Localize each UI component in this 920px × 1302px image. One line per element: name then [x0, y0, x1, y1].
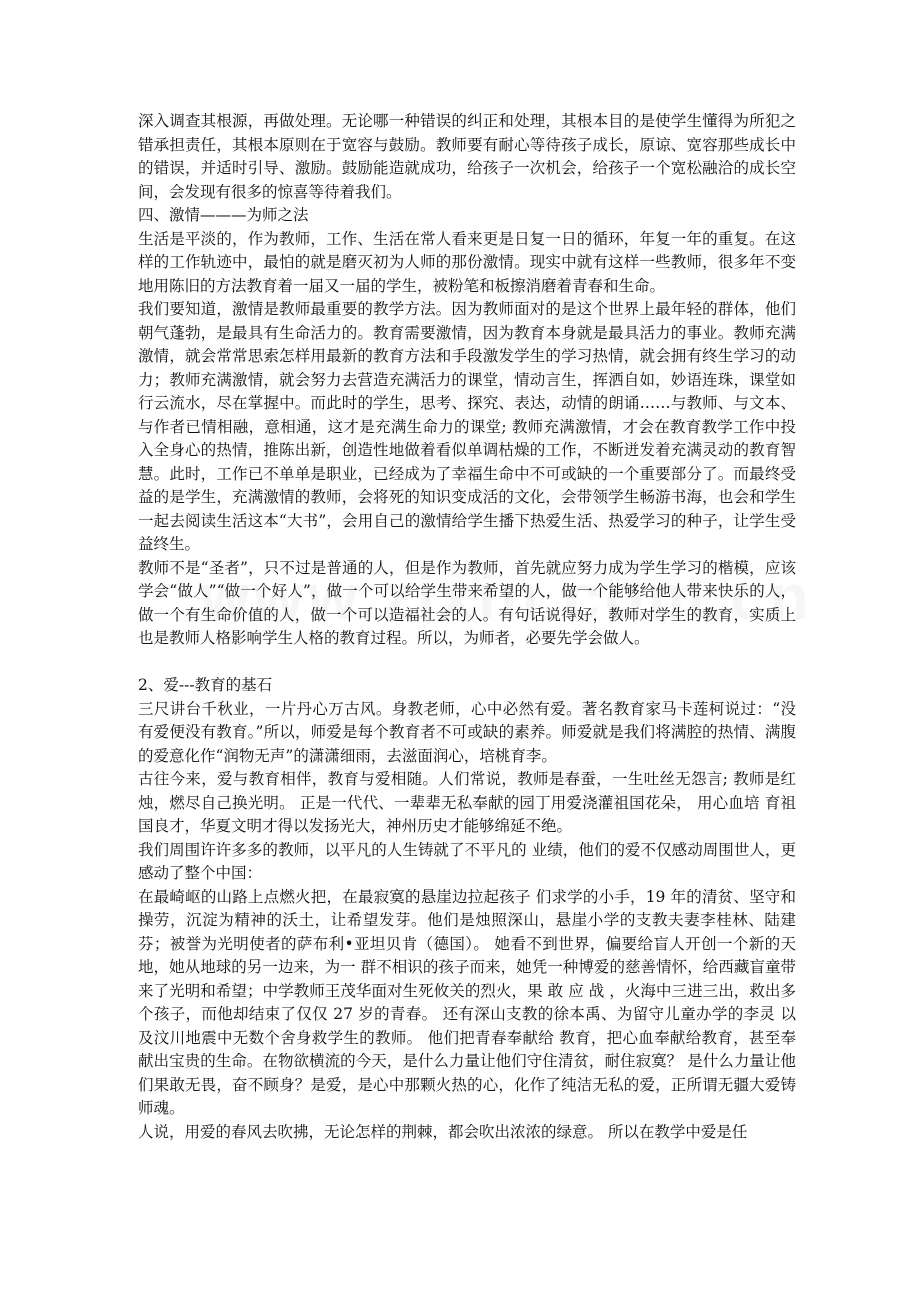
section-heading-love: 2、爱---教育的基石 [138, 676, 273, 694]
paragraph-plain-life: 生活是平淡的，作为教师，工作、生活在常人看来更是日复一日的循环，年复一年的重复。在这样的工作轨迹中，最怕的就是磨灭初为人师的那份激情。现实中就有这样一些教师，很多年不变地用陈旧的方法教育着一届又一届的学生，被粉笔和板擦消磨着青春和生命。 [138, 229, 796, 295]
paragraph-spring-wind: 人说，用爱的春风去吹拂，无论怎样的荆棘，都会吹出浓浓的绿意。 所以在教学中爱是任 [138, 1122, 748, 1141]
paragraph-error-handling: 深入调查其根源，再做处理。无论哪一种错误的纠正和处理，其根本目的是使学生懂得为所犯之错承担责任，其根本原则在于宽容与鼓励。教师要有耐心等待孩子成长，原谅、宽容那些成长中的错误，并适时引导、激励。鼓励能造就成功，给孩子一次机会，给孩子一个宽松融洽的成长空间，会发现有很多的惊喜等待着我们。 [138, 112, 796, 201]
paragraph-spacer [138, 651, 796, 675]
paragraph-love-education: 古往今来，爱与教育相伴，教育与爱相随。人们常说，教师是春蚕，一生吐丝无怨言; 教师是红烛，燃尽自己换光明。 正是一代代、一辈辈无私奉献的园丁用爱浇灌祖国花朵， 用心血培 育祖国良才，华夏文明才得以发扬光大，神州历史才能够绵延不绝。 [138, 770, 796, 835]
section-heading-passion: 四、激情———为师之法 [138, 206, 309, 224]
paragraph-teacher-love: 三尺讲台千秋业，一片丹心万古风。身教老师，心中必然有爱。著名教育家马卡莲柯说过：“没有爱便没有教育。”所以，师爱是每个教育者不可或缺的素养。师爱就是我们将满腔的热情、满腹的爱意化作“润物无声”的潇潇细雨，去滋面润心，培桃育李。 [138, 699, 796, 765]
paragraph-teacher-examples: 在最崎岖的山路上点燃火把，在最寂寞的悬崖边拉起孩子 们求学的小手，19 年的清贫、坚守和操劳，沉淀为精神的沃土，让希望发芽。他们是烛照深山，悬崖小学的支教夫妻李桂林、陆建芬；被誉为光明使者的萨布利•亚坦贝肯（德国）。 她看不到世界，偏要给盲人开创一个新的天地，她从地球的另一边来，为一 群不相识的孩子而来，她凭一种博爱的慈善情怀，给西藏盲童带来了光明和希望；中学教师王茂华面对生死攸关的烈火，果 敢 应 战 ，火海中三进三出，救出多个孩子，而他却结束了仅仅 27 岁的青春。 还有深山支教的徐本禹、为留守儿童办学的李灵 以及汶川地震中无数个舍身救学生的教师。 他们把青春奉献给 教育，把心血奉献给教育，甚至奉献出宝贵的生命。在物欲横流的今天，是什么力量让他们守住清贫，耐住寂寞？ 是什么力量让他们果敢无畏，奋不顾身？是爱，是心中那颗火热的心，化作了纯洁无私的爱，正所谓无疆大爱铸师魂。 [138, 887, 796, 1117]
paragraph-teacher-role-model: 教师不是“圣者”，只不过是普通的人，但是作为教师，首先就应努力成为学生学习的楷模，应该学会“做人”“做一个好人”，做一个可以给学生带来希望的人，做一个能够给他人带来快乐的人，做一个有生命价值的人，做一个可以造福社会的人。有句话说得好，教师对学生的教育，实质上也是教师人格影响学生人格的教育过程。所以，为师者，必要先学会做人。 [138, 558, 796, 647]
paragraph-ordinary-teachers: 我们周围许许多多的教师，以平凡的人生铸就了不平凡的 业绩，他们的爱不仅感动周围世人，更感动了整个中国： [138, 840, 796, 882]
document-body [138, 110, 796, 1144]
paragraph-passion-method: 我们要知道，激情是教师最重要的教学方法。因为教师面对的是这个世界上最年轻的群体，他们朝气蓬勃，是最具有生命活力的。教育需要激情，因为教育本身就是最具活力的事业。教师充满激情，就会常常思索怎样用最新的教育方法和手段激发学生的学习热情，就会拥有终生学习的动力；教师充满激情，就会努力去营造充满活力的课堂，情动言生，挥洒自如，妙语连珠，课堂如行云流水，尽在掌握中。而此时的学生，思考、探究、表达，动情的朗诵……与教师、与文本、与作者已情相融，意相通，这才是充满生命力的课堂; 教师充满激情，才会在教育教学工作中投入全身心的热情，推陈出新，创造性地做着看似单调枯燥的工作，不断迸发着充满灵动的教育智慧。此时，工作已不单单是职业，已经成为了幸福生命中不可或缺的一个重要部分了。而最终受益的是学生，充满激情的教师，会将死的知识变成活的文化，会带领学生畅游书海，也会和学生一起去阅读生活这本“大书”，会用自己的激情给学生播下热爱生活、热爱学习的种子，让学生受益终生。 [138, 300, 796, 553]
